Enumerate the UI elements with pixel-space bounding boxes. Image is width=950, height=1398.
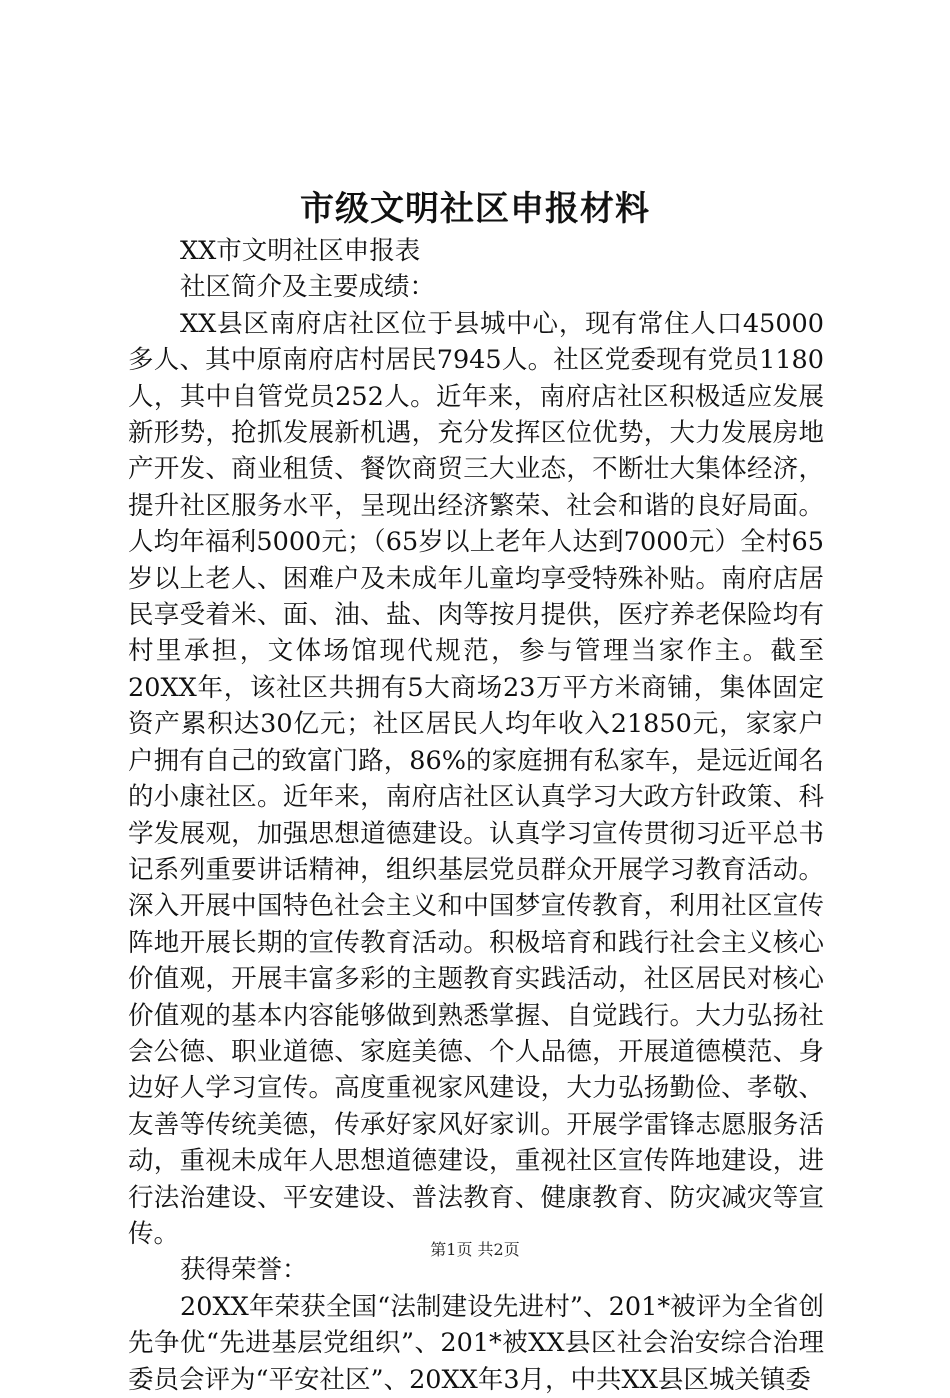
honors-paragraph: 20XX年荣获全国“法制建设先进村”、201*被评为全省创先争优“先进基层党组织”、201*被XX县区社会治安综合治理委员会评为“平安社区”、20XX年3月，中共XX县区城关镇委	[128, 1291, 824, 1395]
document-body	[128, 233, 824, 1398]
section-heading-intro: 社区简介及主要成绩：	[180, 272, 436, 303]
page-footer: 第1页 共2页	[430, 1240, 520, 1259]
document-title: 市级文明社区申报材料	[300, 189, 650, 229]
intro-paragraph: XX县区南府店社区位于县城中心，现有常住人口45000多人、其中原南府店村居民7945人。社区党委现有党员1180人，其中自管党员252人。近年来，南府店社区积极适应发展新形势，抢抓发展新机遇，充分发挥区位优势，大力发展房地产开发、商业租赁、餐饮商贸三大业态，不断壮大集体经济，提升社区服务水平，呈现出经济繁荣、社会和谐的良好局面。人均年福利5000元；（65岁以上老年人达到7000元）全村65岁以上老人、困难户及未成年儿童均享受特殊补贴。南府店居民享受着米、面、油、盐、肉等按月提供，医疗养老保险均有村里承担，文体场馆现代规范，参与管理当家作主。截至20XX年，该社区共拥有5大商场23万平方米商铺，集体固定资产累积达30亿元；社区居民人均年收入21850元，家家户户拥有自己的致富门路，86%的家庭拥有私家车，是远近闻名的小康社区。近年来，南府店社区认真学习大政方针政策、科学发展观，加强思想道德建设。认真学习宣传贯彻习近平总书记系列重要讲话精神，组织基层党员群众开展学习教育活动。深入开展中国特色社会主义和中国梦宣传教育，利用社区宣传阵地开展长期的宣传教育活动。积极培育和践行社会主义核心价值观，开展丰富多彩的主题教育实践活动，社区居民对核心价值观的基本内容能够做到熟悉掌握、自觉践行。大力弘扬社会公德、职业道德、家庭美德、个人品德，开展道德模范、身边好人学习宣传。高度重视家风建设，大力弘扬勤俭、孝敬、友善等传统美德，传承好家风好家训。开展学雷锋志愿服务活动，重视未成年人思想道德建设，重视社区宣传阵地建设，进行法治建设、平安建设、普法教育、健康教育、防灾减灾等宣传。	[128, 308, 824, 1249]
section-heading-honors: 获得荣誉：	[180, 1255, 308, 1286]
form-heading: XX市文明社区申报表	[180, 236, 421, 266]
